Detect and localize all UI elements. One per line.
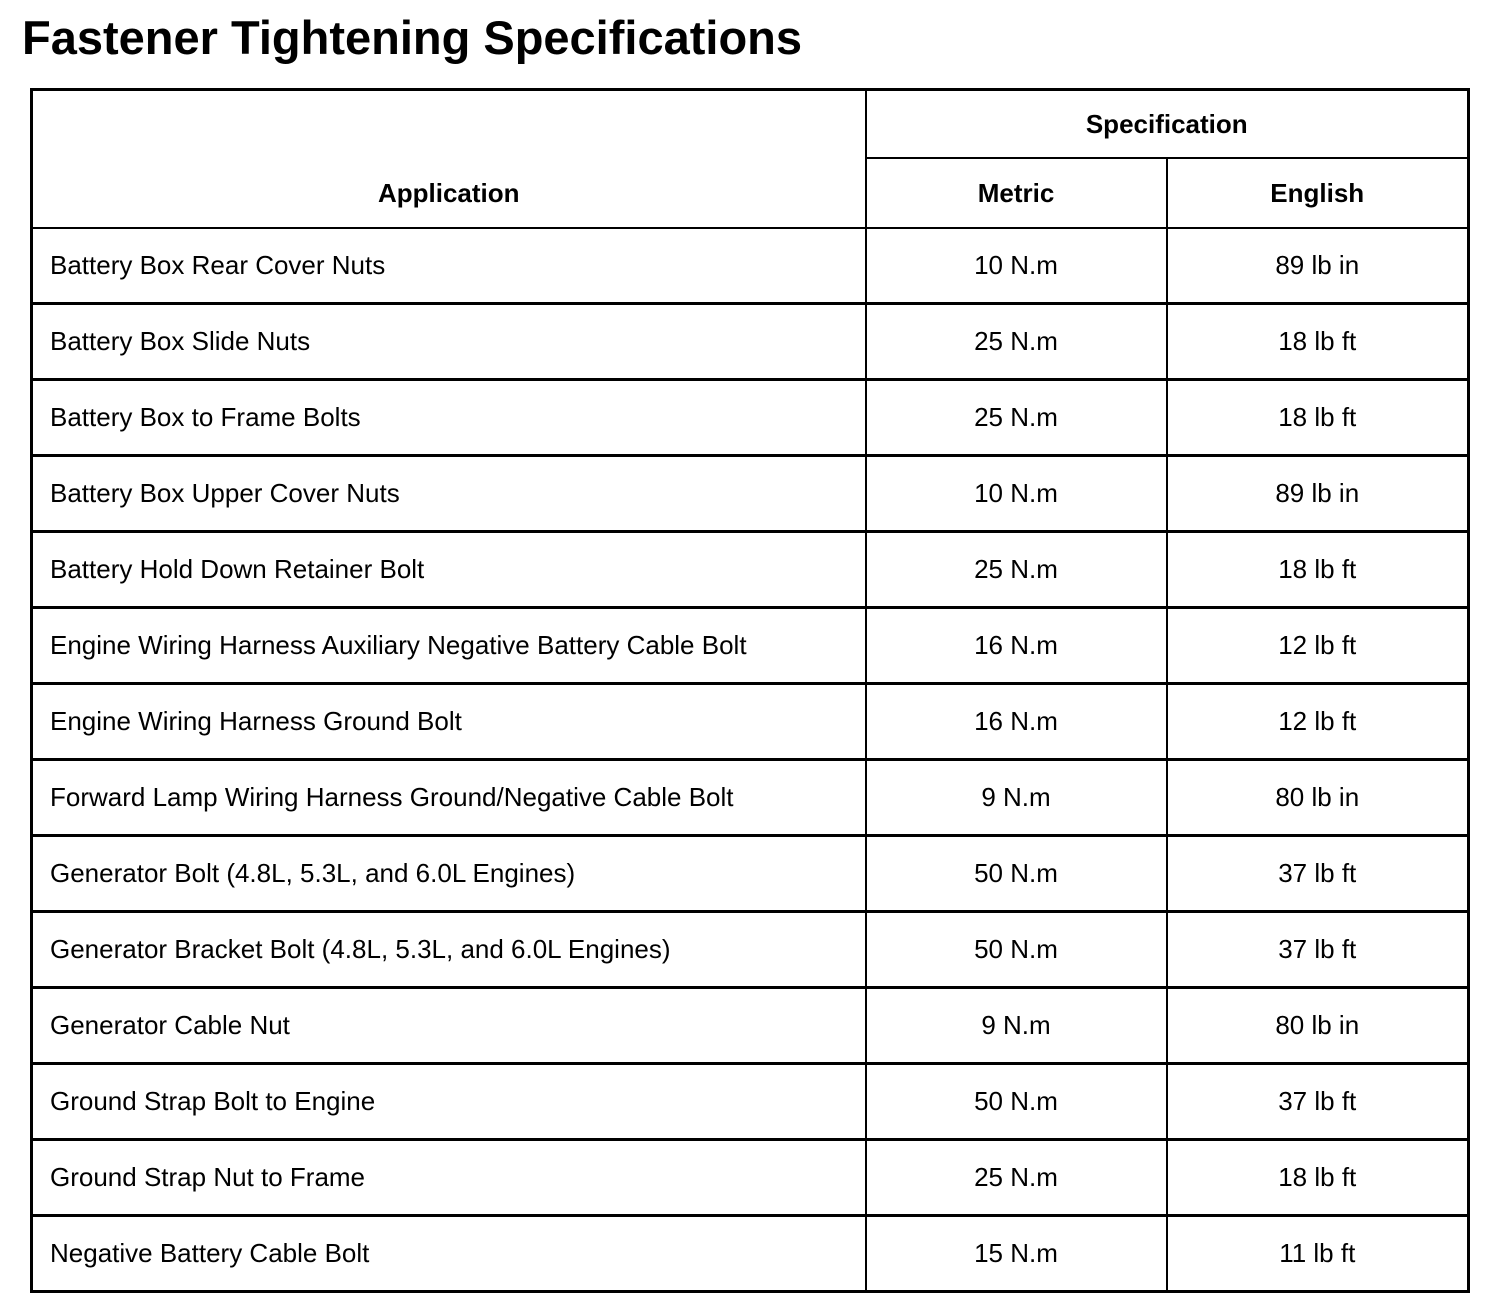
application-cell: Generator Bolt (4.8L, 5.3L, and 6.0L Engines)	[32, 836, 866, 912]
application-cell: Battery Box Slide Nuts	[32, 304, 866, 380]
metric-cell: 50 N.m	[866, 912, 1167, 988]
page-title: Fastener Tightening Specifications	[22, 11, 802, 64]
header-row-top	[32, 90, 1469, 159]
table-header	[32, 90, 1469, 229]
english-cell: 89 lb in	[1167, 228, 1469, 304]
metric-cell: 9 N.m	[866, 760, 1167, 836]
english-cell: 18 lb ft	[1167, 380, 1469, 456]
metric-cell: 16 N.m	[866, 608, 1167, 684]
metric-cell: 25 N.m	[866, 532, 1167, 608]
metric-cell: 25 N.m	[866, 380, 1167, 456]
metric-cell: 16 N.m	[866, 684, 1167, 760]
english-cell: 37 lb ft	[1167, 1064, 1469, 1140]
english-cell: 37 lb ft	[1167, 912, 1469, 988]
table-row	[32, 684, 1469, 760]
english-cell: 89 lb in	[1167, 456, 1469, 532]
application-cell: Ground Strap Bolt to Engine	[32, 1064, 866, 1140]
application-cell: Ground Strap Nut to Frame	[32, 1140, 866, 1216]
application-cell: Engine Wiring Harness Auxiliary Negative Battery Cable Bolt	[32, 608, 866, 684]
table-row	[32, 912, 1469, 988]
table-row	[32, 228, 1469, 304]
fastener-spec-table	[30, 88, 1470, 1293]
header-specification: Specification	[866, 90, 1469, 159]
application-cell: Battery Box Upper Cover Nuts	[32, 456, 866, 532]
application-cell: Generator Bracket Bolt (4.8L, 5.3L, and 6.0L Engines)	[32, 912, 866, 988]
application-cell: Forward Lamp Wiring Harness Ground/Negative Cable Bolt	[32, 760, 866, 836]
metric-cell: 50 N.m	[866, 836, 1167, 912]
table-row	[32, 836, 1469, 912]
application-cell: Engine Wiring Harness Ground Bolt	[32, 684, 866, 760]
english-cell: 18 lb ft	[1167, 1140, 1469, 1216]
english-cell: 18 lb ft	[1167, 304, 1469, 380]
table-row	[32, 380, 1469, 456]
table-row	[32, 988, 1469, 1064]
table-row	[32, 1140, 1469, 1216]
application-cell: Generator Cable Nut	[32, 988, 866, 1064]
metric-cell: 15 N.m	[866, 1216, 1167, 1292]
metric-cell: 10 N.m	[866, 456, 1167, 532]
english-cell: 80 lb in	[1167, 988, 1469, 1064]
header-metric: Metric	[866, 158, 1167, 228]
table-row	[32, 456, 1469, 532]
table-row	[32, 532, 1469, 608]
application-cell: Battery Box Rear Cover Nuts	[32, 228, 866, 304]
metric-cell: 9 N.m	[866, 988, 1167, 1064]
english-cell: 12 lb ft	[1167, 684, 1469, 760]
table-row	[32, 760, 1469, 836]
header-application: Application	[32, 90, 866, 229]
metric-cell: 50 N.m	[866, 1064, 1167, 1140]
table-row	[32, 304, 1469, 380]
table-row	[32, 1216, 1469, 1292]
english-cell: 18 lb ft	[1167, 532, 1469, 608]
metric-cell: 10 N.m	[866, 228, 1167, 304]
english-cell: 37 lb ft	[1167, 836, 1469, 912]
english-cell: 11 lb ft	[1167, 1216, 1469, 1292]
metric-cell: 25 N.m	[866, 304, 1167, 380]
english-cell: 80 lb in	[1167, 760, 1469, 836]
header-english: English	[1167, 158, 1469, 228]
table-body	[32, 228, 1469, 1292]
table-row	[32, 1064, 1469, 1140]
application-cell: Negative Battery Cable Bolt	[32, 1216, 866, 1292]
application-cell: Battery Box to Frame Bolts	[32, 380, 866, 456]
table-row	[32, 608, 1469, 684]
metric-cell: 25 N.m	[866, 1140, 1167, 1216]
application-cell: Battery Hold Down Retainer Bolt	[32, 532, 866, 608]
english-cell: 12 lb ft	[1167, 608, 1469, 684]
